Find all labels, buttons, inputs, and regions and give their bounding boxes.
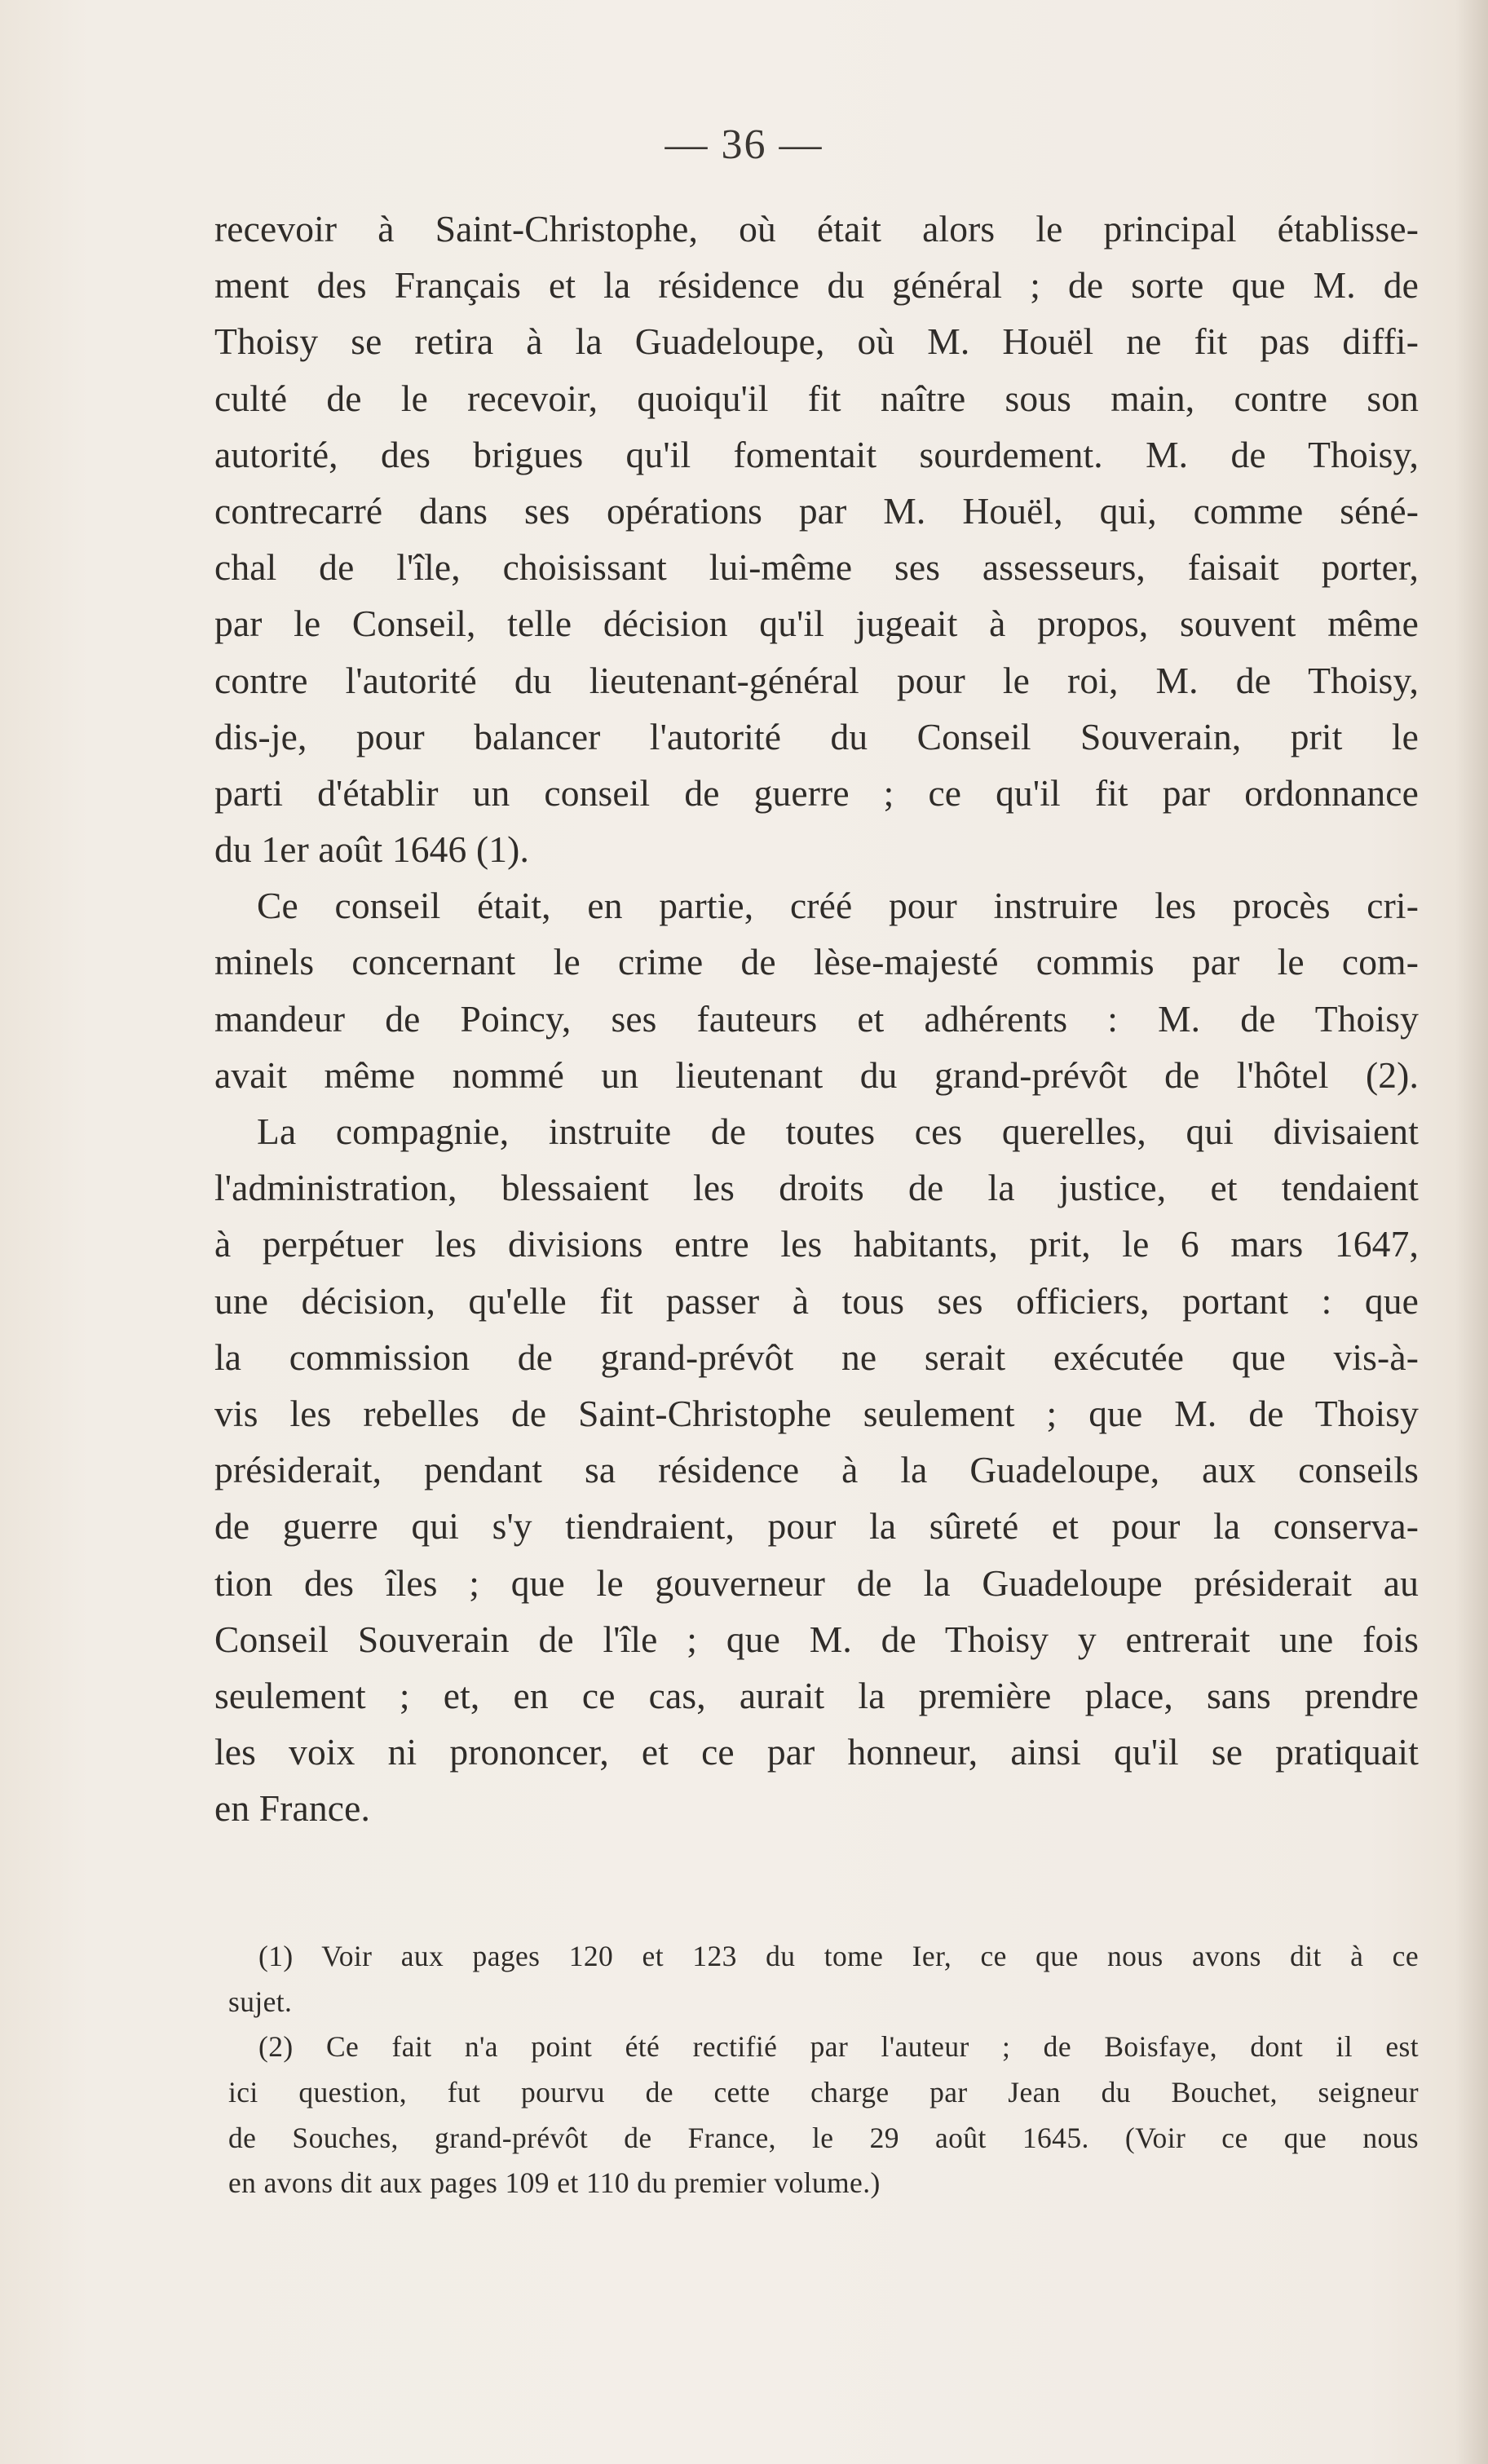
text-line: culté de le recevoir, quoiqu'il fit naître sous main, contre son: [214, 377, 1419, 419]
text-line: autorité, des brigues qu'il fomentait sourdement. M. de Thoisy,: [214, 433, 1419, 475]
text-line: contre l'autorité du lieutenant-général pour le roi, M. de Thoisy,: [214, 659, 1419, 701]
text-line: recevoir à Saint-Christophe, où était alors le principal établisse-: [214, 208, 1419, 249]
text-line: l'administration, blessaient les droits de la justice, et tendaient: [214, 1167, 1419, 1209]
text-line: vis les rebelles de Saint-Christophe seulement ; que M. de Thoisy: [214, 1392, 1419, 1434]
main-text: [214, 201, 1419, 1836]
text-line: la commission de grand-prévôt ne serait exécutée que vis-à-: [214, 1336, 1419, 1378]
text-line: une décision, qu'elle fit passer à tous ses officiers, portant : que: [214, 1279, 1419, 1322]
footnotes: [228, 1934, 1419, 2206]
footnote-line: en avons dit aux pages 109 et 110 du premier volume.): [228, 2166, 881, 2200]
page-edge-shadow: [1455, 0, 1488, 2464]
footnote-line: (2) Ce fait n'a point été rectifié par l'auteur ; de Boisfaye, dont il est: [258, 2030, 1419, 2064]
text-line: de guerre qui s'y tiendraient, pour la sûreté et pour la conserva-: [214, 1505, 1419, 1548]
text-line: présiderait, pendant sa résidence à la Guadeloupe, aux conseils: [214, 1449, 1419, 1491]
footnote-line: (1) Voir aux pages 120 et 123 du tome Ier, ce que nous avons dit à ce: [258, 1940, 1419, 1972]
footnote-line: sujet.: [228, 1985, 293, 2018]
text-line: en France.: [214, 1787, 370, 1830]
text-line: La compagnie, instruite de toutes ces querelles, qui divisaient: [257, 1111, 1419, 1152]
text-line: par le Conseil, telle décision qu'il jugeait à propos, souvent même: [214, 603, 1419, 645]
text-line: du 1er août 1646 (1).: [214, 828, 530, 871]
text-line: tion des îles ; que le gouverneur de la Guadeloupe présiderait au: [214, 1561, 1419, 1604]
text-line: Thoisy se retira à la Guadeloupe, où M. Houël ne fit pas diffi-: [214, 320, 1419, 363]
page-number: — 36 —: [665, 121, 823, 168]
text-line: seulement ; et, en ce cas, aurait la première place, sans prendre: [214, 1674, 1419, 1716]
text-line: dis-je, pour balancer l'autorité du Conseil Souverain, prit le: [214, 715, 1419, 757]
text-line: Ce conseil était, en partie, créé pour instruire les procès cri-: [257, 885, 1419, 927]
text-line: les voix ni prononcer, et ce par honneur, ainsi qu'il se pratiquait: [214, 1731, 1419, 1773]
text-line: minels concernant le crime de lèse-majesté commis par le com-: [214, 941, 1419, 983]
text-line: à perpétuer les divisions entre les habitants, prit, le 6 mars 1647,: [214, 1223, 1419, 1265]
text-line: chal de l'île, choisissant lui-même ses assesseurs, faisait porter,: [214, 546, 1419, 589]
text-line: contrecarré dans ses opérations par M. Houël, qui, comme séné-: [214, 489, 1419, 532]
text-line: Conseil Souverain de l'île ; que M. de Thoisy y entrerait une fois: [214, 1618, 1419, 1660]
footnote-line: de Souches, grand-prévôt de France, le 29 août 1645. (Voir ce que nous: [228, 2121, 1419, 2154]
text-line: ment des Français et la résidence du général ; de sorte que M. de: [214, 264, 1419, 307]
footnote-line: ici question, fut pourvu de cette charge par Jean du Bouchet, seigneur: [228, 2076, 1419, 2109]
text-line: parti d'établir un conseil de guerre ; ce qu'il fit par ordonnance: [214, 771, 1419, 814]
text-line: avait même nommé un lieutenant du grand-prévôt de l'hôtel (2).: [214, 1053, 1419, 1096]
text-line: mandeur de Poincy, ses fauteurs et adhérents : M. de Thoisy: [214, 997, 1419, 1040]
